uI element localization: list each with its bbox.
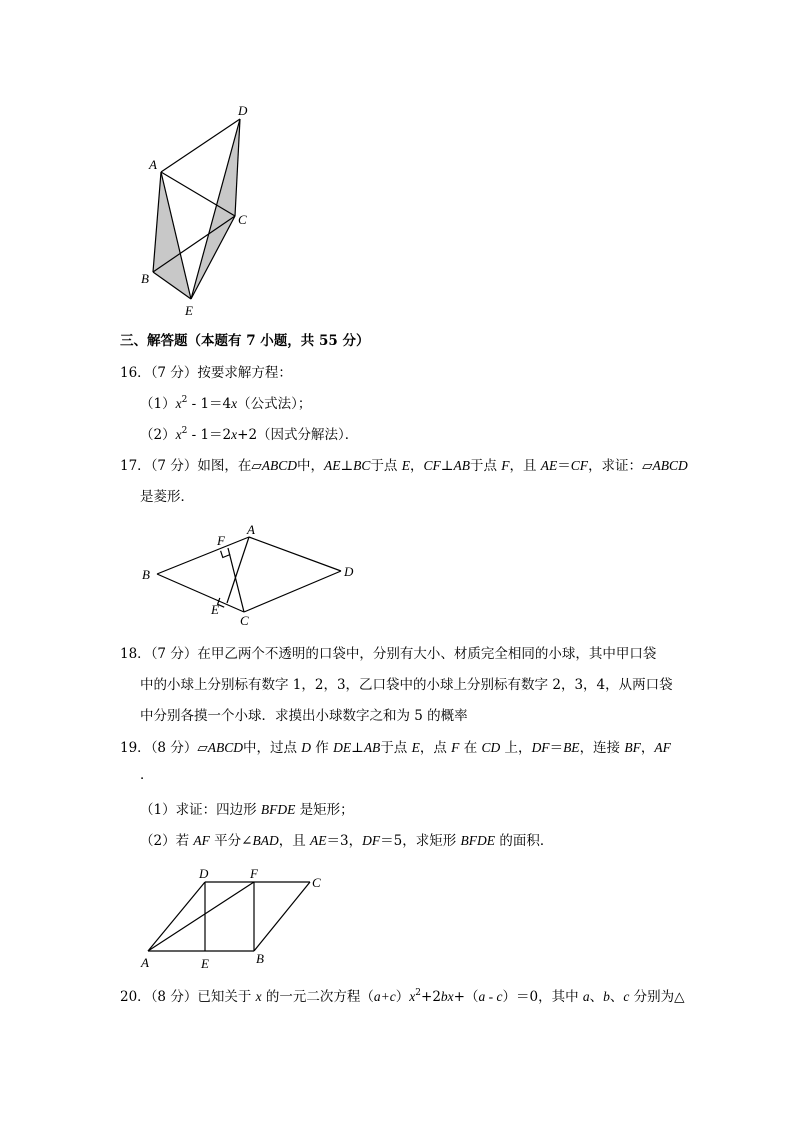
- question-17-line-2: 是菱形．: [140, 489, 194, 505]
- label-c: C: [238, 212, 247, 227]
- label-a: A: [247, 522, 255, 537]
- label-e: E: [211, 602, 219, 617]
- label-e: E: [185, 303, 193, 318]
- question-18-line-3: 中分别各摸一个小球．求摸出小球数字之和为 5 的概率: [140, 708, 468, 724]
- question-19-part-2: （2）若 AF 平分∠BAD，且 AE＝3，DF＝5，求矩形 BFDE 的面积．: [140, 833, 554, 849]
- label-b: B: [256, 951, 264, 966]
- question-18: 18．（7 分）在甲乙两个不透明的口袋中，分别有大小、材质完全相同的小球，其中甲口袋: [120, 646, 657, 662]
- figure-rhombus-abcd: [135, 520, 365, 630]
- question-19: 19．（8 分）▱ABCD中，过点 D 作 DE⊥AB于点 E，点 F 在 CD 上，DF＝BE，连接 BF，AF: [120, 740, 671, 756]
- question-17: 17．（7 分）如图，在▱ABCD中，AE⊥BC于点 E，CF⊥AB于点 F，且 AE＝CF，求证：▱ABCD: [120, 458, 688, 474]
- label-f: F: [250, 866, 258, 881]
- label-e: E: [201, 956, 209, 971]
- shaded-triangle-left: [153, 172, 191, 299]
- question-18-line-2: 中的小球上分别标有数字 1，2，3，乙口袋中的小球上分别标有数字 2，3，4，从两口袋: [140, 677, 673, 693]
- label-b: B: [141, 271, 149, 286]
- question-20: 20．（8 分）已知关于 x 的一元二次方程$(a+c)x^2+2bx+(a - c)=0$，其中 a、b、c 分别为△: [120, 988, 685, 1005]
- question-16-part-1: $(1)x^2 - 1=4x$（公式法）；: [140, 395, 312, 412]
- label-d: D: [199, 866, 209, 881]
- label-c: C: [312, 875, 321, 890]
- label-b: B: [142, 567, 150, 582]
- label-d: D: [238, 103, 248, 118]
- label-c: C: [240, 613, 249, 628]
- question-16-part-2: $(2)x^2 - 1=2x+2$（因式分解法）．: [140, 426, 359, 443]
- label-a: A: [149, 157, 157, 172]
- figure-quadrilateral-abcde: [130, 100, 270, 325]
- section-heading: 三、解答题（本题有 7 小题，共 55 分）: [120, 333, 370, 349]
- label-a: A: [141, 955, 149, 970]
- label-f: F: [217, 533, 225, 548]
- question-16: 16．（7 分）按要求解方程：: [120, 365, 292, 381]
- question-19-dot: ．: [140, 767, 154, 783]
- figure-parallelogram-abcd: [135, 862, 335, 972]
- label-d: D: [344, 564, 354, 579]
- question-19-part-1: （1）求证：四边形 BFDE 是矩形；: [140, 802, 354, 818]
